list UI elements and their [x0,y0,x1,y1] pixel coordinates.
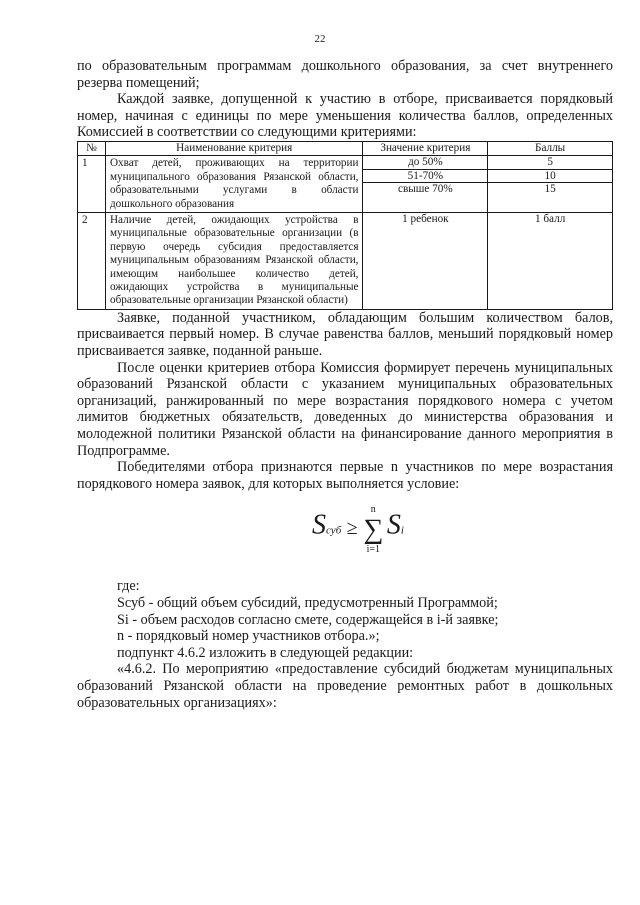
formula-rhs-subscript: i [400,524,404,537]
sum-lower-limit: i=1 [366,544,380,556]
criterion-value: 51-70% [363,170,487,184]
table-row [78,213,613,310]
column-header: № [78,141,106,155]
page-number: 22 [314,33,326,45]
formula-operator: ≥ [346,516,358,539]
paragraph: по образовательным программам дошкольного образования, за счет внутреннего резерва помещений; [77,58,613,91]
column-header: Наименование критерия [105,141,363,155]
criteria-table [77,141,613,310]
formula-rhs: S [386,509,401,541]
row-number: 2 [78,213,106,310]
paragraph: Победителями отбора признаются первые n участников по мере возрастания порядкового номера заявок, для которых выполняется условие: [77,459,613,492]
criterion-values [363,156,488,213]
table-header-row [78,141,613,155]
column-header: Баллы [488,141,613,155]
paragraph: n - порядковый номер участников отбора.»; [117,628,380,645]
sum-symbol [363,504,383,556]
paragraph: Sсуб - общий объем субсидий, предусмотренный Программой; [117,594,498,611]
formula [77,500,613,572]
criterion-name: Наличие детей, ожидающих устройства в муниципальные образовательные организации (в первую очередь субсидия предоставляется муниципальным образованиям Рязанской области, имеющим наибольшее количество детей, ожидающих устройства в муниципальные образовательные организации Рязанской области) [105,213,363,310]
table-row [78,156,613,213]
sum-upper-limit: n [370,504,376,516]
criterion-values [363,213,488,310]
document-body [77,58,613,711]
formula-lhs: S [312,509,326,541]
paragraph: Каждой заявке, допущенной к участию в отборе, присваивается порядковый номер, начиная с единицы по мере уменьшения количества баллов, определенных Комиссией в соответствии со следующими критериями: [77,91,613,141]
paragraph: «4.6.2. По мероприятию «предоставление субсидий бюджетам муниципальных образований Рязанской области на проведение ремонтных работ в дошкольных образовательных организациях»: [77,661,613,711]
criterion-points [488,213,613,310]
criterion-points [488,156,613,213]
points-value: 10 [488,170,612,184]
criterion-name: Охват детей, проживающих на территории муниципального образования Рязанской области, образовательными услугами в области дошкольного образования [105,156,363,213]
paragraph: подпункт 4.6.2 изложить в следующей редакции: [117,644,414,661]
criterion-value: свыше 70% [398,183,453,196]
column-header: Значение критерия [363,141,488,155]
formula-lhs-subscript: суб [326,524,342,537]
paragraph: Si - объем расходов согласно смете, содержащейся в i-й заявке; [117,611,499,628]
points-value: 1 балл [534,213,566,225]
points-value: 5 [488,156,612,170]
row-number: 1 [78,156,106,213]
paragraph: Заявке, поданной участником, обладающим большим количеством балов, присваивается первый номер. В случае равенства баллов, меньший порядковый номер присваивается заявке, поданной раньше. [77,309,613,360]
sigma-glyph: ∑ [363,514,384,546]
formula-expression [312,504,404,556]
points-value: 15 [544,183,556,196]
paragraph: где: [117,578,140,595]
paragraph: После оценки критериев отбора Комиссия формирует перечень муниципальных образований Рязанской области с указанием муниципальных образовательных организаций, ранжированный по мере возрастания порядкового номера с учетом лимитов бюджетных обязательств, доведенных до министерства образования и молодежной политики Рязанской области на финансирование данного мероприятия в Подпрограмме. [77,359,613,459]
criterion-value: 1 ребенок [402,213,449,225]
criterion-value: до 50% [363,156,487,170]
